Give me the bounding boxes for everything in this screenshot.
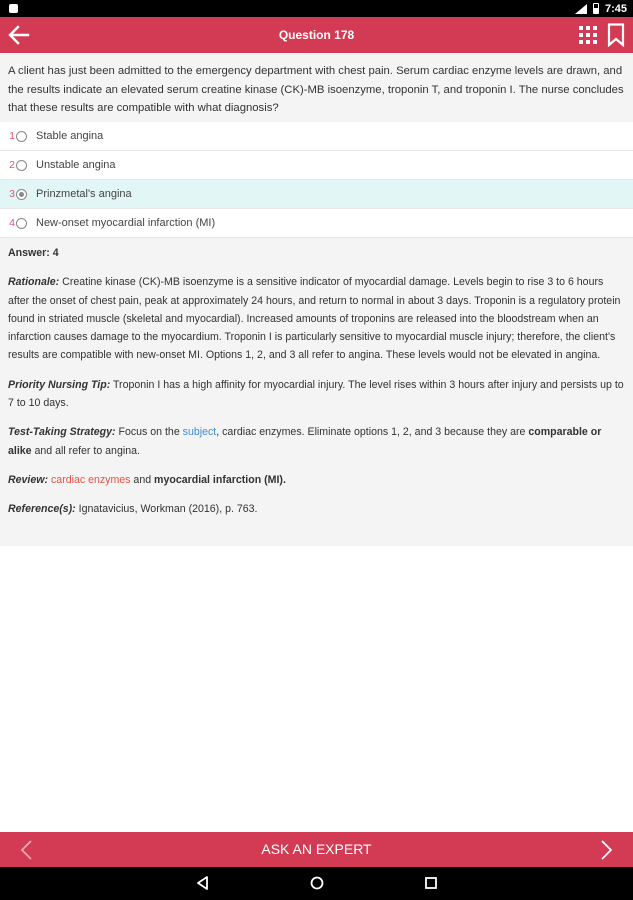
radio-button[interactable] [16, 218, 27, 229]
bottom-bar [0, 832, 633, 867]
strategy-paragraph [8, 423, 625, 460]
system-nav-bar [0, 867, 633, 900]
option-number: 4 [9, 217, 15, 229]
answer-options [0, 122, 633, 238]
radio-button[interactable] [16, 131, 27, 142]
bookmark-icon[interactable] [607, 23, 625, 47]
review-text: and [130, 473, 155, 486]
tip-paragraph [8, 376, 625, 413]
option-label: Unstable angina [36, 159, 116, 171]
option-2[interactable] [0, 151, 633, 180]
battery-icon [593, 3, 599, 14]
reference-paragraph [8, 500, 625, 518]
signal-icon [575, 4, 587, 14]
option-label: New-onset myocardial infarction (MI) [36, 217, 216, 229]
option-4[interactable] [0, 209, 633, 238]
recents-square-icon[interactable] [423, 875, 439, 891]
back-triangle-icon[interactable] [195, 875, 211, 891]
next-chevron-icon[interactable] [597, 839, 615, 861]
option-number: 1 [9, 130, 15, 142]
rationale-label: Rationale: [8, 276, 60, 289]
review-label: Review: [8, 473, 49, 486]
app-bar [0, 17, 633, 53]
radio-button[interactable] [16, 160, 27, 171]
explanation-panel [0, 238, 633, 546]
subject-link[interactable]: subject [182, 426, 217, 439]
reference-label: Reference(s): [8, 503, 76, 516]
strategy-bold: comparable or alike [8, 426, 602, 457]
review-paragraph [8, 471, 625, 489]
option-label: Prinzmetal's angina [36, 188, 132, 200]
option-label: Stable angina [36, 130, 104, 142]
rationale-paragraph [8, 273, 625, 364]
option-3[interactable] [0, 180, 633, 209]
cardiac-enzymes-link[interactable]: cardiac enzymes [51, 473, 131, 486]
strategy-text: and all refer to angina. [31, 444, 140, 457]
home-circle-icon[interactable] [309, 875, 325, 891]
page-title: Question 178 [278, 28, 355, 42]
status-time: 7:45 [604, 2, 627, 15]
strategy-label: Test-Taking Strategy: [8, 426, 116, 439]
option-number: 3 [9, 188, 15, 200]
ask-an-expert-button[interactable]: ASK AN EXPERT [261, 841, 372, 857]
radio-button-selected[interactable] [16, 189, 27, 200]
rationale-text: Creatine kinase (CK)-MB isoenzyme is a sensitive indicator of myocardial damage. Levels begin to rise 3 to 6 hours after the onset of chest pain, peak at approximately 24 hours, and return to normal in about 3 days. Troponin is a regulatory protein found in striated muscle (skeletal and myocardial). Increased amounts of troponins are released into the bloodstream when an infarction causes damage to the myocardium. Troponin I is particularly sensitive to myocardial muscle injury; therefore, the client's results are compatible with new-onset MI. Options 1, 2, and 3 all refer to angina. These levels would not be elevated in angina. [8, 276, 621, 362]
tip-text: Troponin I has a high affinity for myocardial injury. The level rises within 3 hours after injury and persists up to 7 to 10 days. [8, 378, 624, 410]
grid-menu-icon[interactable] [579, 26, 597, 44]
answer-text: Answer: 4 [8, 247, 59, 259]
strategy-text: Focus on the [115, 426, 183, 439]
option-1[interactable] [0, 122, 633, 151]
question-text: A client has just been admitted to the emergency department with chest pain. Serum cardiac enzyme levels are drawn, and the results indicate an elevated serum creatine kinase (CK)-MB isoenzyme, troponin T, and troponin I. The nurse concludes that these results are compatible with what diagnosis? [0, 53, 633, 122]
notification-icon [9, 4, 18, 13]
strategy-text: , cardiac enzymes. Eliminate options 1, 2, and 3 because they are [216, 426, 529, 439]
option-number: 2 [9, 159, 15, 171]
status-bar [0, 0, 633, 17]
review-bold: myocardial infarction (MI). [154, 473, 286, 486]
tip-label: Priority Nursing Tip: [8, 378, 111, 391]
reference-text: Ignatavicius, Workman (2016), p. 763. [75, 503, 258, 516]
